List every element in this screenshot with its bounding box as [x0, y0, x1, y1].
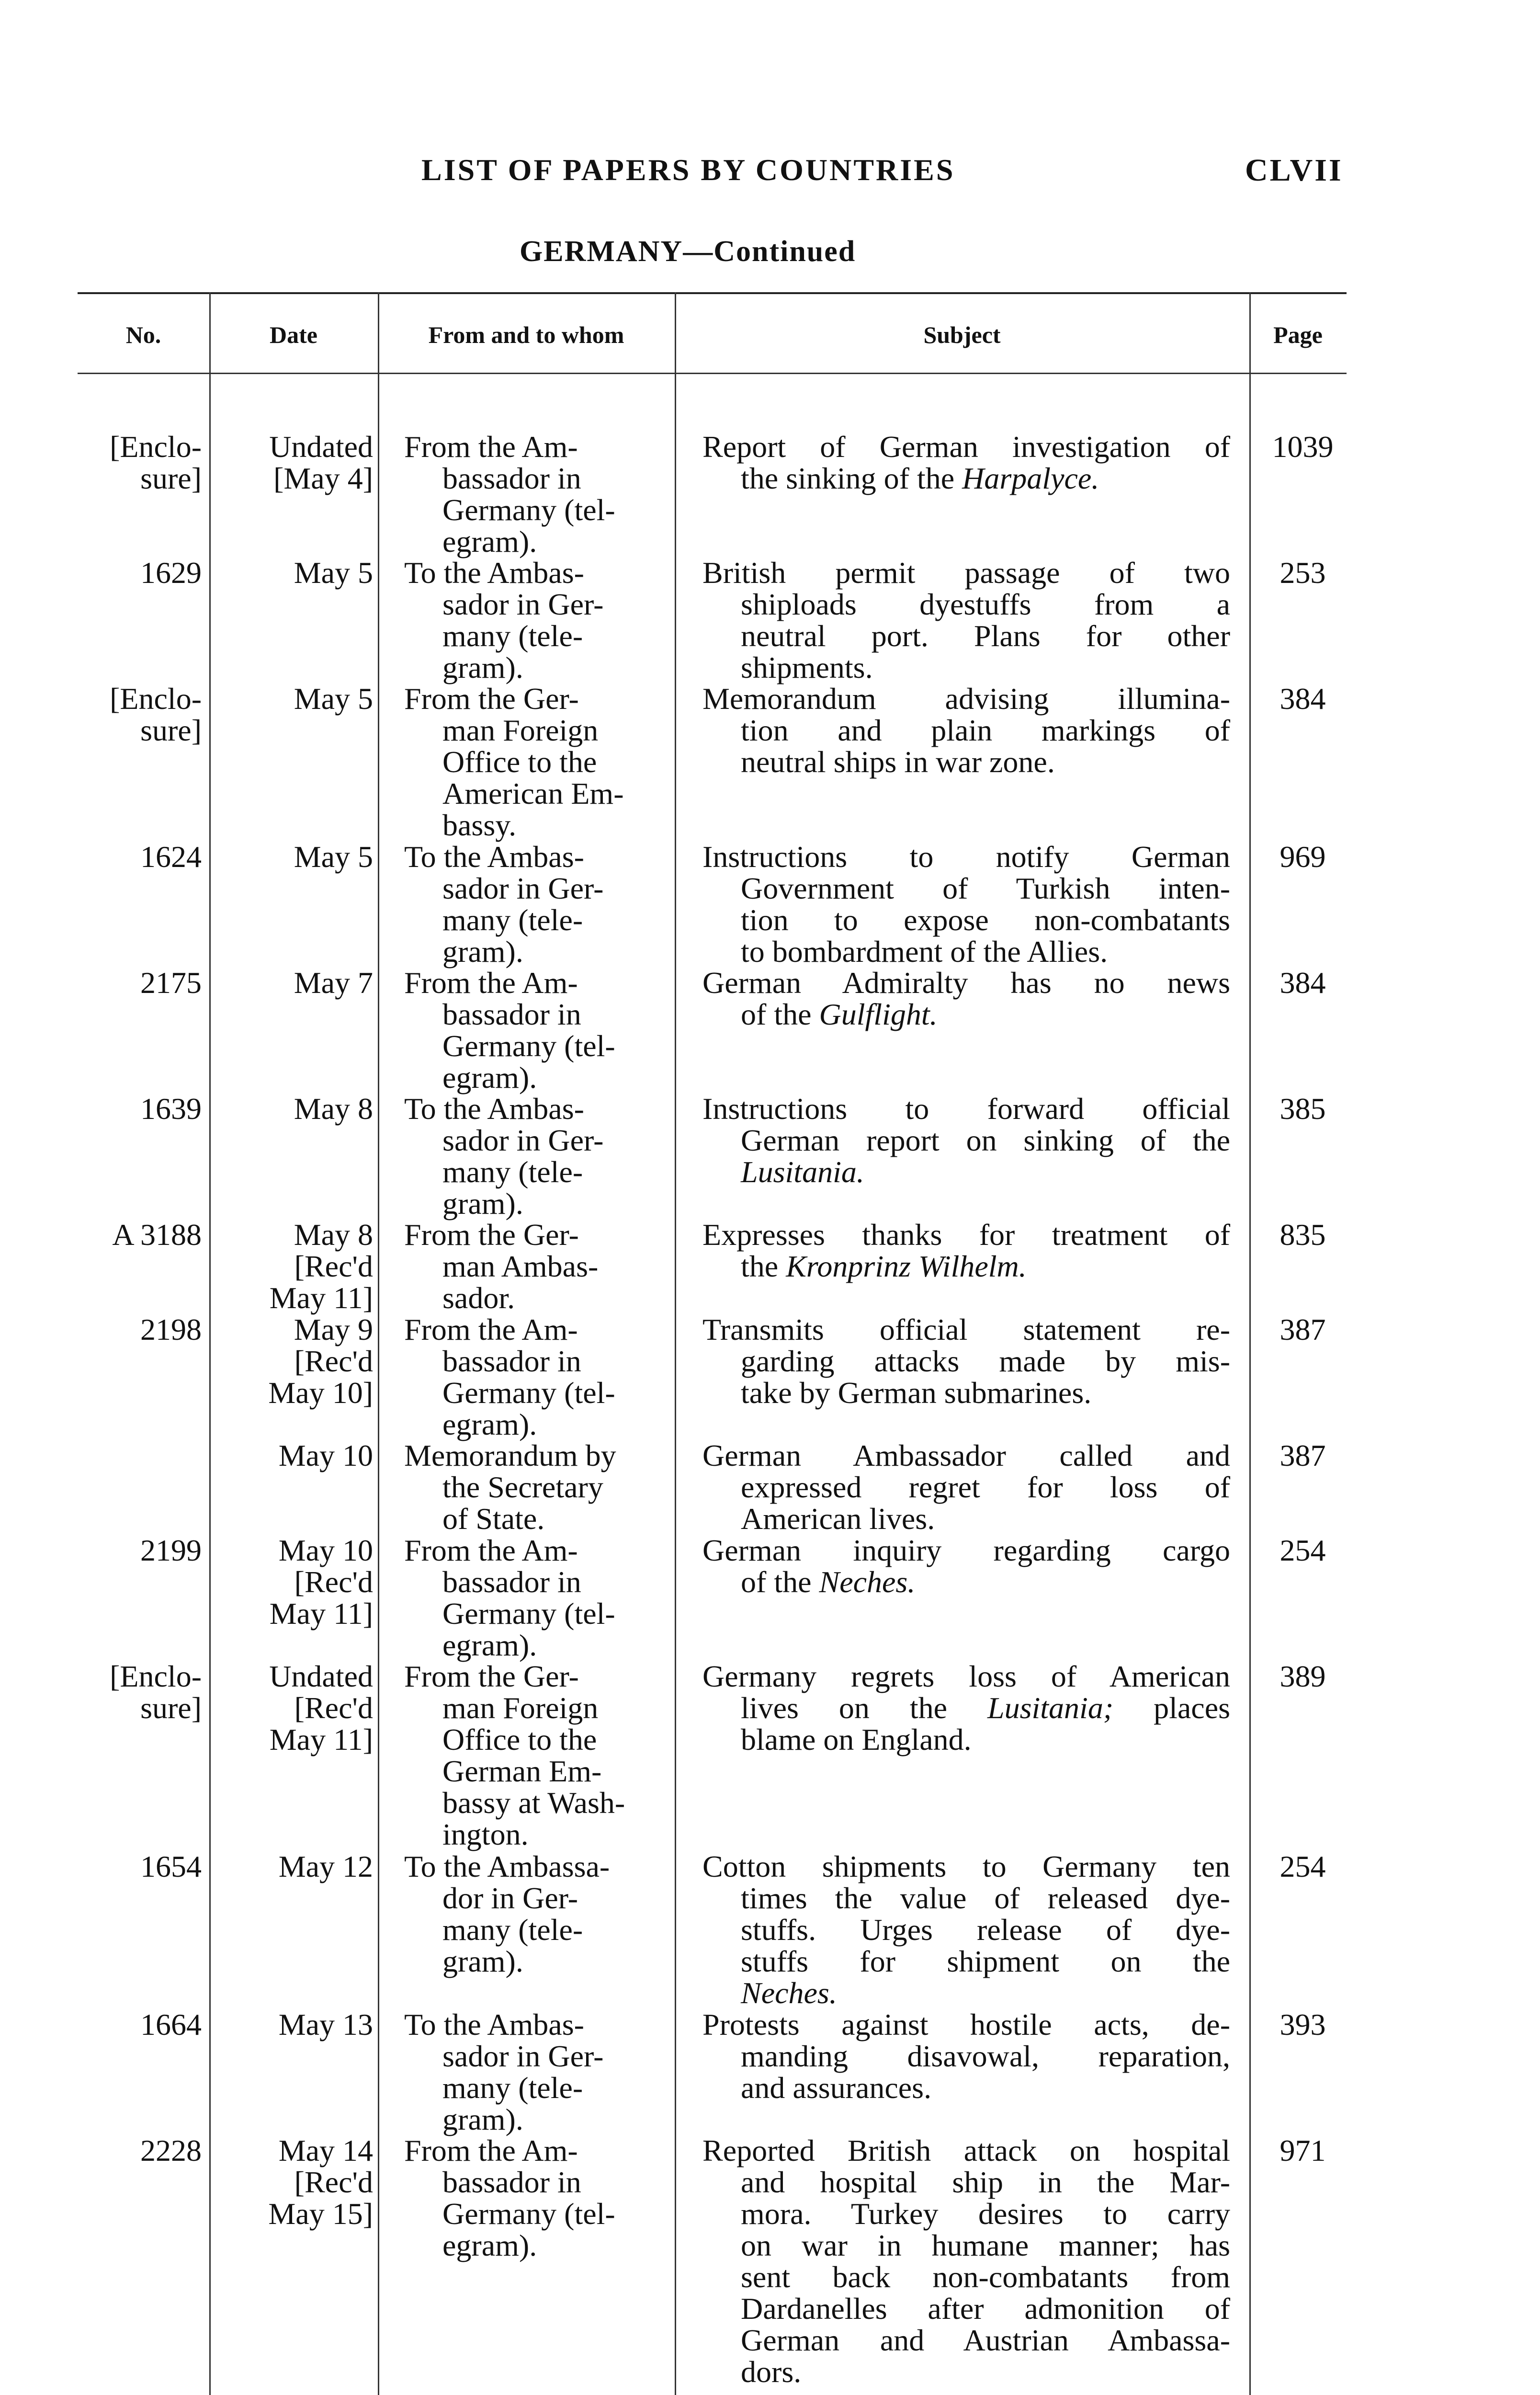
subject-line — [702, 1692, 1230, 1724]
table-row — [78, 1851, 1347, 2009]
paper-page: 387 — [1280, 1312, 1326, 1346]
paper-subject — [675, 1219, 1249, 1314]
from-line: gram). — [442, 935, 523, 969]
subject-text: and assurances. — [741, 2071, 932, 2105]
from-line: From the Ger- — [404, 682, 579, 716]
subject-line — [702, 1125, 1230, 1156]
paper-number: 1664 — [140, 2007, 202, 2041]
running-title: LIST OF PAPERS BY COUNTRIES — [421, 153, 955, 187]
paper-from — [378, 841, 675, 968]
paper-subject — [675, 557, 1249, 684]
table-row — [78, 431, 1347, 557]
from-line: Germany (tel- — [442, 1597, 615, 1631]
column-header-date: Date — [270, 321, 317, 348]
from-line: many (tele- — [442, 2071, 583, 2105]
subject-line — [702, 1914, 1230, 1946]
subject-text: expressed regret for loss of — [741, 1470, 1230, 1504]
subject-text: Protests against hostile acts, de- — [702, 2007, 1230, 2041]
subject-line — [702, 1946, 1230, 1977]
subject-line — [702, 683, 1230, 715]
paper-page: 253 — [1280, 556, 1326, 590]
paper-page: 384 — [1280, 682, 1326, 716]
subject-text: American lives. — [741, 1502, 935, 1536]
subject-line — [702, 1503, 1230, 1535]
from-line: egram). — [442, 2228, 537, 2262]
subject-text: neutral port. Plans for other — [741, 619, 1230, 653]
from-line: From the Am- — [404, 430, 578, 464]
paper-from — [378, 557, 675, 684]
table-body — [78, 430, 1347, 2389]
table-header-rule — [78, 373, 1347, 374]
from-line: many (tele- — [442, 903, 583, 937]
table-row — [78, 1314, 1347, 1440]
from-line: From the Am- — [404, 1312, 578, 1346]
subject-text: tion to expose non-combatants — [741, 903, 1230, 937]
ship-name: Gulflight. — [819, 997, 938, 1031]
from-line: To the Ambas- — [404, 840, 584, 874]
from-line: bassy at Wash- — [442, 1786, 625, 1820]
paper-date: May 5 — [294, 556, 373, 590]
subject-line — [702, 1093, 1230, 1125]
from-line: Germany (tel- — [442, 493, 615, 527]
paper-date: May 5 — [294, 682, 373, 716]
column-header-page: Page — [1273, 321, 1323, 348]
subject-text: Government of Turkish inten- — [741, 871, 1230, 905]
column-header-subject: Subject — [923, 321, 1001, 348]
paper-date: May 10 — [278, 1438, 373, 1472]
paper-date: May 10 [Rec'd May 11] — [269, 1533, 373, 1631]
subject-text: the sinking of the — [741, 461, 962, 495]
subject-line — [702, 463, 1230, 494]
paper-subject — [675, 431, 1249, 558]
from-line: man Foreign — [442, 1691, 599, 1725]
paper-from — [378, 431, 675, 558]
from-line: many (tele- — [442, 619, 583, 653]
from-line: gram). — [442, 650, 523, 684]
paper-date: May 13 — [278, 2007, 373, 2041]
from-line: sador in Ger- — [442, 1123, 604, 1157]
paper-number: [Enclo- sure] — [110, 430, 202, 495]
subject-line — [702, 2072, 1230, 2104]
subject-text: Expresses thanks for treatment of — [702, 1218, 1230, 1252]
from-line: bassador in — [442, 997, 581, 1031]
subject-line — [702, 1566, 1230, 1598]
subject-text: shipments. — [741, 650, 873, 684]
subject-line — [702, 999, 1230, 1030]
from-line: To the Ambas- — [404, 2007, 584, 2041]
page-number: CLVII — [1245, 153, 1343, 188]
column-header-no: No. — [125, 321, 161, 348]
table-row — [78, 1535, 1347, 1661]
subject-line — [702, 1661, 1230, 1692]
subject-line — [702, 2167, 1230, 2198]
table-row — [78, 2009, 1347, 2135]
from-line: bassador in — [442, 1565, 581, 1599]
paper-number — [78, 1440, 209, 1535]
subject-text: shiploads dyestuffs from a — [741, 587, 1230, 621]
subject-line — [702, 431, 1230, 463]
paper-number: 1624 — [140, 840, 202, 874]
paper-date: May 8 — [294, 1092, 373, 1126]
subject-line — [702, 557, 1230, 589]
from-line: man Ambas- — [442, 1249, 599, 1283]
from-line: To the Ambas- — [404, 1092, 584, 1126]
table-row — [78, 841, 1347, 967]
subject-text: the — [741, 1249, 786, 1283]
paper-number: 1654 — [140, 1849, 202, 1883]
subject-text: tion and plain markings of — [741, 713, 1230, 747]
from-line: gram). — [442, 1944, 523, 1978]
subject-line — [702, 2325, 1230, 2356]
subject-text: Transmits official statement re- — [702, 1312, 1230, 1346]
subject-line — [702, 1977, 1230, 2009]
subject-line — [702, 1471, 1230, 1503]
paper-from — [378, 2009, 675, 2135]
paper-date: May 7 — [294, 966, 373, 1000]
subject-text: places — [1113, 1691, 1230, 1725]
paper-number: [Enclo- sure] — [110, 682, 202, 747]
paper-page: 969 — [1280, 840, 1326, 874]
subject-text: dors. — [741, 2355, 802, 2389]
paper-subject — [675, 2009, 1249, 2135]
subject-line — [702, 2009, 1230, 2041]
subject-text: sent back non-combatants from — [741, 2260, 1230, 2294]
subject-line — [702, 1882, 1230, 1914]
subject-line — [702, 1156, 1230, 1188]
from-line: German Em- — [442, 1754, 602, 1788]
table-row — [78, 2133, 1347, 2389]
from-line: egram). — [442, 1061, 537, 1095]
subject-text: Reported British attack on hospital — [702, 2133, 1230, 2167]
paper-subject — [675, 1535, 1249, 1661]
subject-line — [702, 1346, 1230, 1377]
paper-number: 1639 — [140, 1092, 202, 1126]
section-title: GERMANY—Continued — [520, 235, 856, 268]
from-line: To the Ambas- — [404, 556, 584, 590]
subject-text: Instructions to forward official — [702, 1092, 1230, 1126]
paper-subject — [675, 1093, 1249, 1220]
paper-date: Undated [Rec'd May 11] — [269, 1659, 373, 1756]
subject-line — [702, 715, 1230, 746]
paper-subject — [675, 1314, 1249, 1440]
ship-name: Harpalyce. — [962, 461, 1099, 495]
paper-from — [378, 1535, 675, 1661]
paper-from — [378, 1314, 675, 1440]
subject-text: stuffs for shipment on the — [741, 1944, 1230, 1978]
subject-line — [702, 620, 1230, 652]
subject-line — [702, 1724, 1230, 1756]
subject-text: stuffs. Urges release of dye- — [741, 1913, 1230, 1947]
subject-line — [702, 2135, 1230, 2167]
table-row — [78, 1093, 1347, 1219]
subject-text: German and Austrian Ambassa- — [741, 2323, 1230, 2357]
subject-line — [702, 2198, 1230, 2230]
paper-subject — [675, 967, 1249, 1094]
paper-subject — [675, 841, 1249, 968]
column-header-from: From and to whom — [428, 321, 624, 348]
subject-line — [702, 1219, 1230, 1251]
from-line: From the Am- — [404, 2133, 578, 2167]
from-line: ington. — [442, 1817, 529, 1851]
paper-page: 1039 — [1272, 430, 1334, 464]
subject-text: Germany regrets loss of American — [702, 1659, 1230, 1693]
from-line: many (tele- — [442, 1155, 583, 1189]
subject-line — [702, 2261, 1230, 2293]
from-line: From the Am- — [404, 966, 578, 1000]
paper-page: 385 — [1280, 1092, 1326, 1126]
from-line: the Secretary — [442, 1470, 603, 1504]
paper-date: May 14 [Rec'd May 15] — [268, 2133, 373, 2231]
paper-number: 2199 — [140, 1533, 202, 1567]
from-line: sador in Ger- — [442, 587, 604, 621]
subject-text: German Ambassador called and — [702, 1438, 1230, 1472]
from-line: Germany (tel- — [442, 1029, 615, 1063]
subject-text: on war in humane manner; has — [741, 2228, 1230, 2262]
from-line: sador in Ger- — [442, 871, 604, 905]
subject-line — [702, 652, 1230, 684]
subject-line — [702, 1377, 1230, 1409]
subject-text: German inquiry regarding cargo — [702, 1533, 1230, 1567]
paper-number: A 3188 — [112, 1218, 202, 1252]
from-line: gram). — [442, 1186, 523, 1220]
subject-line — [702, 967, 1230, 999]
paper-number: 2175 — [140, 966, 202, 1000]
paper-date: May 5 — [294, 840, 373, 874]
from-line: Memorandum by — [404, 1438, 616, 1472]
subject-text: Dardanelles after admonition of — [741, 2292, 1230, 2326]
table-row — [78, 683, 1347, 841]
page-header — [0, 152, 1540, 191]
paper-subject — [675, 1661, 1249, 1851]
paper-date: May 9 [Rec'd May 10] — [268, 1312, 373, 1410]
table-row — [78, 1661, 1347, 1851]
subject-line — [702, 2356, 1230, 2388]
ship-name: Kronprinz Wilhelm. — [786, 1249, 1027, 1283]
ship-name: Neches. — [819, 1565, 916, 1599]
subject-line — [702, 1851, 1230, 1882]
paper-date: Undated [May 4] — [269, 430, 373, 495]
paper-subject — [675, 2135, 1249, 2388]
from-line: From the Ger- — [404, 1218, 579, 1252]
subject-text: German report on sinking of the — [741, 1123, 1230, 1157]
subject-line — [702, 936, 1230, 968]
subject-text: Report of German investigation of — [702, 430, 1230, 464]
table-row — [78, 967, 1347, 1093]
subject-line — [702, 1535, 1230, 1566]
subject-text: and hospital ship in the Mar- — [741, 2165, 1230, 2199]
from-line: From the Am- — [404, 1533, 578, 1567]
from-line: To the Ambassa- — [404, 1849, 610, 1883]
subject-text: garding attacks made by mis- — [741, 1344, 1230, 1378]
from-line: Germany (tel- — [442, 1376, 615, 1410]
subject-text: manding disavowal, reparation, — [741, 2039, 1230, 2073]
table-top-rule — [78, 292, 1347, 294]
paper-date: May 12 — [278, 1849, 373, 1883]
subject-text: blame on England. — [741, 1722, 972, 1756]
paper-page: 387 — [1280, 1438, 1326, 1472]
subject-text: German Admiralty has no news — [702, 966, 1230, 1000]
subject-line — [702, 904, 1230, 936]
paper-page: 835 — [1280, 1218, 1326, 1252]
from-line: dor in Ger- — [442, 1881, 578, 1915]
paper-from — [378, 1661, 675, 1851]
from-line: American Em- — [442, 776, 624, 810]
from-line: of State. — [442, 1502, 545, 1536]
subject-line — [702, 1440, 1230, 1471]
from-line: bassador in — [442, 2165, 581, 2199]
paper-from — [378, 967, 675, 1094]
subject-text: Memorandum advising illumina- — [702, 682, 1230, 716]
paper-date: May 8 [Rec'd May 11] — [269, 1218, 373, 1315]
subject-line — [702, 2293, 1230, 2325]
subject-line — [702, 1314, 1230, 1346]
from-line: egram). — [442, 525, 537, 559]
table-row — [78, 1440, 1347, 1535]
from-line: many (tele- — [442, 1913, 583, 1947]
paper-number: 2228 — [140, 2133, 202, 2167]
subject-text: Instructions to notify German — [702, 840, 1230, 874]
subject-text: take by German submarines. — [741, 1376, 1092, 1410]
ship-name: Lusitania. — [741, 1155, 864, 1189]
paper-from — [378, 683, 675, 841]
subject-text: mora. Turkey desires to carry — [741, 2197, 1230, 2231]
paper-page: 384 — [1280, 966, 1326, 1000]
from-line: bassador in — [442, 1344, 581, 1378]
subject-text: Cotton shipments to Germany ten — [702, 1849, 1230, 1883]
paper-subject — [675, 1440, 1249, 1535]
subject-text: of the — [741, 1565, 819, 1599]
papers-table — [78, 292, 1347, 2395]
subject-line — [702, 1251, 1230, 1282]
paper-subject — [675, 1851, 1249, 2009]
from-line: From the Ger- — [404, 1659, 579, 1693]
paper-subject — [675, 683, 1249, 841]
subject-line — [702, 841, 1230, 873]
subject-text: times the value of released dye- — [741, 1881, 1230, 1915]
paper-from — [378, 1219, 675, 1314]
paper-from — [378, 1440, 675, 1535]
paper-page: 971 — [1280, 2133, 1326, 2167]
subject-text: British permit passage of two — [702, 556, 1230, 590]
from-line: Germany (tel- — [442, 2197, 615, 2231]
subject-text: lives on the — [741, 1691, 987, 1725]
from-line: sador. — [442, 1281, 515, 1315]
paper-number: 1629 — [140, 556, 202, 590]
from-line: bassador in — [442, 461, 581, 495]
table-row — [78, 557, 1347, 683]
from-line: egram). — [442, 1407, 537, 1441]
subject-line — [702, 2230, 1230, 2261]
ship-name: Neches. — [741, 1976, 837, 2010]
paper-page: 393 — [1280, 2007, 1326, 2041]
from-line: gram). — [442, 2102, 523, 2136]
paper-number: [Enclo- sure] — [110, 1659, 202, 1725]
from-line: man Foreign — [442, 713, 599, 747]
subject-line — [702, 873, 1230, 904]
paper-number: 2198 — [140, 1312, 202, 1346]
from-line: Office to the — [442, 1722, 597, 1756]
subject-text: to bombardment of the Allies. — [741, 935, 1108, 969]
subject-line — [702, 746, 1230, 778]
subject-text: of the — [741, 997, 819, 1031]
paper-page: 254 — [1280, 1533, 1326, 1567]
from-line: bassy. — [442, 808, 517, 842]
subject-line — [702, 589, 1230, 620]
paper-from — [378, 2135, 675, 2388]
paper-from — [378, 1093, 675, 1220]
from-line: sador in Ger- — [442, 2039, 604, 2073]
paper-from — [378, 1851, 675, 2009]
from-line: Office to the — [442, 745, 597, 779]
paper-page: 254 — [1280, 1849, 1326, 1883]
ship-name: Lusitania; — [987, 1691, 1114, 1725]
from-line: egram). — [442, 1628, 537, 1662]
table-row — [78, 1219, 1347, 1314]
subject-text: neutral ships in war zone. — [741, 745, 1055, 779]
subject-line — [702, 2041, 1230, 2072]
paper-page: 389 — [1280, 1659, 1326, 1693]
